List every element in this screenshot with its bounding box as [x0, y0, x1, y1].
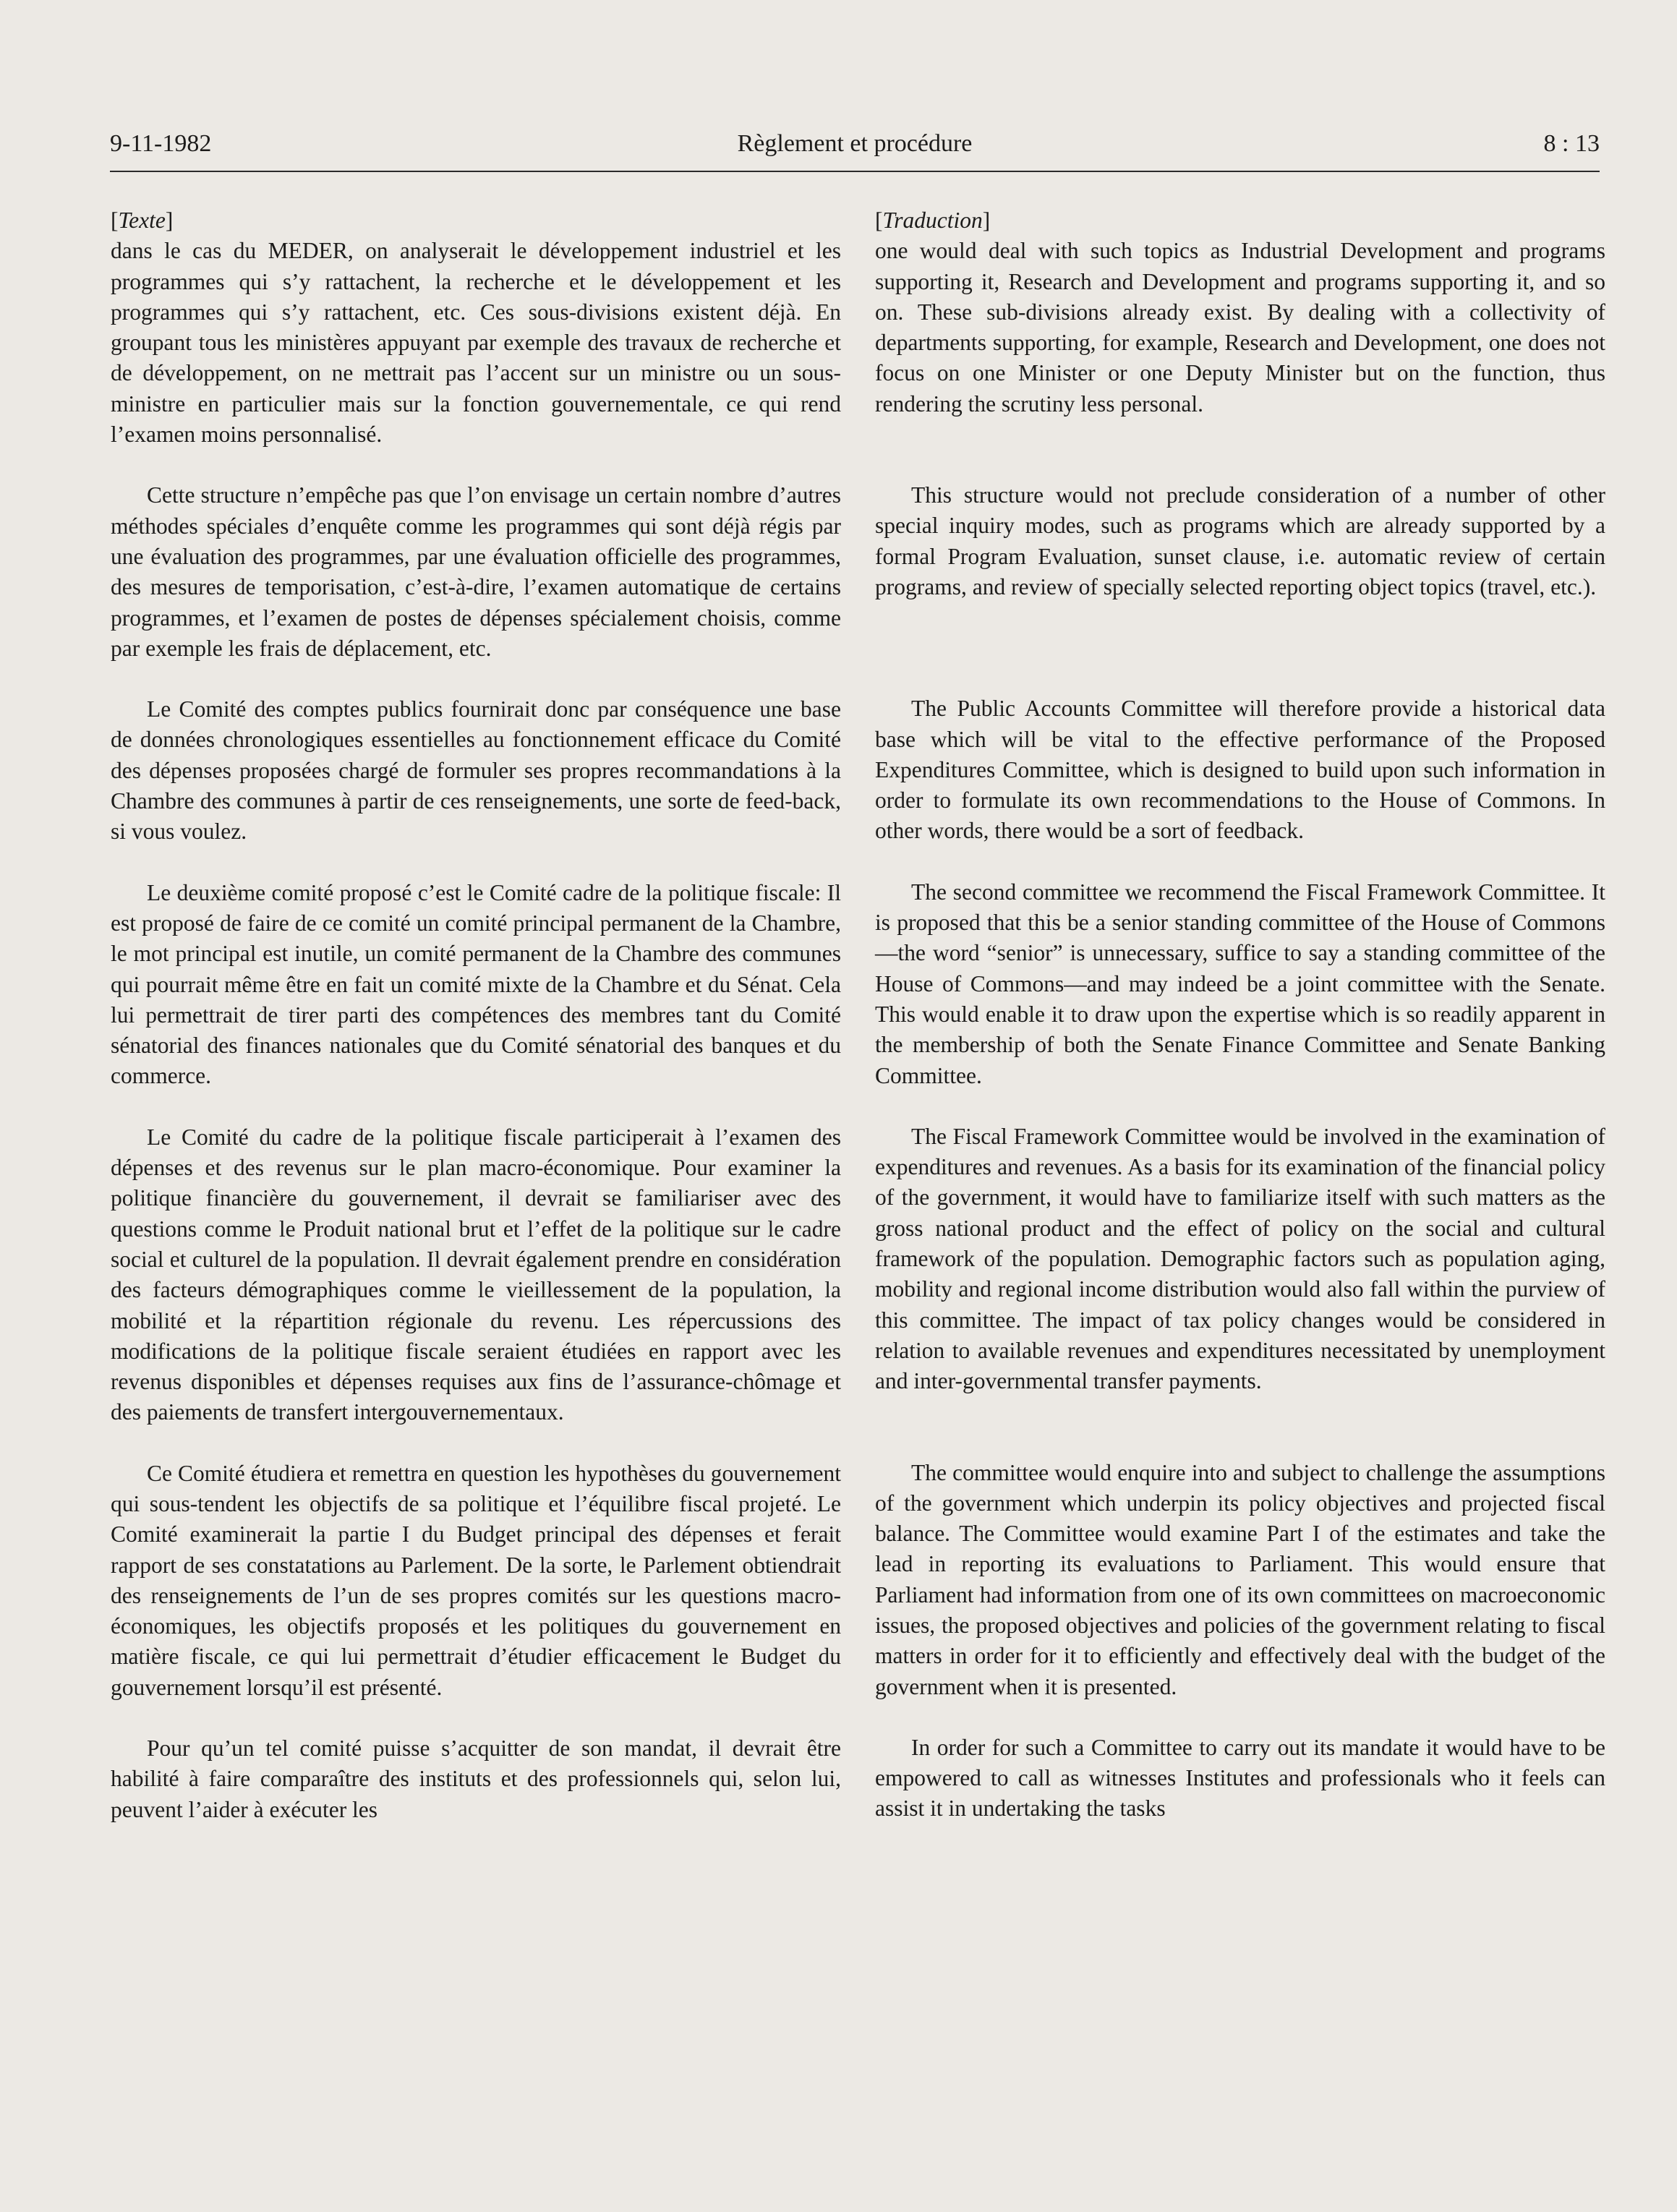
left-paragraph-4: Le deuxième comité proposé c’est le Comité cadre de la politique fiscale: Il est proposé de faire de ce comité un comité principal permanent de la Chambre, le mot principal est inutile, un comité permanent de la Chambre des communes qui pourrait même être en fait un comité mixte de la Chambre et du Sénat. Cela lui permettrait de tirer parti des compétences des membres tant du Comité sénatorial des finances nationales que du Comité sénatorial des banques et du commerce. — [111, 879, 841, 1089]
right-paragraph-6: The committee would enquire into and subject to challenge the assumptions of the government which underpin its policy objectives and projected fiscal balance. The Committee would examine Part I of the estimates and take the lead in reporting its evaluations to Parliament. This would ensure that Parliament had information from one of its own committees on macroeconomic issues, the proposed objectives and policies of the government relating to fiscal matters in order for it to efficiently and effectively deal with the budget of the government when it is presented. — [875, 1459, 1605, 1699]
left-paragraph-5: Le Comité du cadre de la politique fiscale participerait à l’examen des dépenses et des revenus sur le plan macro-économique. Pour examiner la politique financière du gouvernement, il devrait se familiariser avec des questions comme le Produit national brut et l’effet de la politique sur le cadre social et culturel de la population. Il devrait également prendre en considération des facteurs démographiques comme le vieillessement de la population, la mobilité et la répartition régionale du revenu. Les répercussions des modifications de la politique fiscale seraient étudiées en rapport avec les revenus disponibles et dépenses requises aux fins de l’assurance-chômage et des paiements de transfert intergouvernementaux. — [111, 1124, 841, 1425]
right-column-label: [Traduction] — [875, 208, 991, 233]
right-paragraph-2: This structure would not preclude consideration of a number of other special inquiry modes, such as programs which are already supported by a formal Program Evaluation, sunset clause, i.e. automatic review of certain programs, and review of specially selected reporting object topics (travel, etc.). — [875, 482, 1605, 599]
right-paragraph-4: The second committee we recommend the Fiscal Framework Committee. It is proposed that this be a senior standing committee of the House of Commons—the word “senior” is unnecessary, suffice to say a standing committee of the House of Commons—and may indeed be a joint committee with the Senate. This would enable it to draw upon the expertise which is so readily apparent in the membership of both the Senate Finance Committee and Senate Banking Committee. — [875, 879, 1605, 1088]
left-paragraph-7: Pour qu’un tel comité puisse s’acquitter de son mandat, il devrait être habilité à faire comparaître des instituts et des professionnels qui, selon lui, peuvent l’aider à exécuter les — [111, 1735, 841, 1822]
right-paragraph-5: The Fiscal Framework Committee would be involved in the examination of expenditures and revenues. As a basis for its examination of the financial policy of the government, it would have to familiarize itself with such matters as the gross national product and the effect of policy on the social and cultural framework of the population. Demographic factors such as population aging, mobility and regional income distribution would also fall within the purview of this committee. The impact of tax policy changes would be considered in relation to available revenues and expenditures necessitated by unemployment and inter-governmental transfer payments. — [875, 1123, 1605, 1394]
left-column-french — [111, 205, 841, 1825]
header-page-number: 8 : 13 — [1543, 130, 1600, 157]
header-date: 9-11-1982 — [110, 130, 212, 157]
page-header — [110, 130, 1600, 172]
right-paragraph-3: The Public Accounts Committee will therefore provide a historical data base which will be vital to the effective performance of the Proposed Expenditures Committee, which is designed to build upon such information in order to formulate its own recommendations to the House of Commons. In other words, there would be a sort of feedback. — [875, 696, 1605, 844]
left-paragraph-1: dans le cas du MEDER, on analyserait le développement industriel et les programmes qui s’y rattachent, la recherche et le développement et les programmes qui s’y rattachent, etc. Ces sous-divisions existent déjà. En groupant tous les ministères appuyant par exemple des travaux de recherche et de développement, on ne mettrait pas l’accent sur un ministre ou un sous-ministre en particulier mais sur la fonction gouvernementale, ce qui rend l’examen moins personnalisé. — [111, 238, 841, 448]
left-paragraph-6: Ce Comité étudiera et remettra en question les hypothèses du gouvernement qui sous-tendent les objectifs de sa politique et l’équilibre fiscal projeté. Le Comité examinerait la partie I du Budget principal des dépenses et ferait rapport de ses constatations au Parlement. De la sorte, le Parlement obtiendrait des renseignements de l’un de ses propres comités sur les questions macro-économiques, les objectifs proposés et les politiques du gouvernement en matière fiscale, ce qui lui permettrait d’étudier efficacement le Budget du gouvernement lorsqu’il est présenté. — [111, 1460, 841, 1700]
left-paragraph-3: Le Comité des comptes publics fournirait donc par conséquence une base de données chronologiques essentielles au fonctionnement efficace du Comité des dépenses proposées chargé de formuler ses propres recommandations à la Chambre des communes à partir de ces renseignements, une sorte de feed-back, si vous voulez. — [111, 696, 841, 845]
right-paragraph-7: In order for such a Committee to carry out its mandate it would have to be empowered to call as witnesses Institutes and professionals who it feels can assist it in undertaking the tasks — [875, 1734, 1605, 1822]
right-paragraph-1: one would deal with such topics as Industrial Development and programs supporting it, Research and Development and programs supporting it, and so on. These sub-divisions already exist. By dealing with a collectivity of departments supporting, for example, Research and Development, one does not focus on one Minister or one Deputy Minister but on the function, thus rendering the scrutiny less personal. — [875, 238, 1605, 417]
left-column-label: [Texte] — [111, 208, 174, 233]
header-title: Règlement et procédure — [737, 130, 973, 157]
left-paragraph-2: Cette structure n’empêche pas que l’on envisage un certain nombre d’autres méthodes spéciales d’enquête comme les programmes qui sont déjà régis par une évaluation des programmes, par une évaluation officielle des programmes, des mesures de temporisation, c’est-à-dire, l’examen automatique de certains programmes, et l’examen de postes de dépenses spécialement choisis, comme par exemple les frais de déplacement, etc. — [111, 482, 841, 661]
right-column-english — [875, 205, 1605, 1824]
